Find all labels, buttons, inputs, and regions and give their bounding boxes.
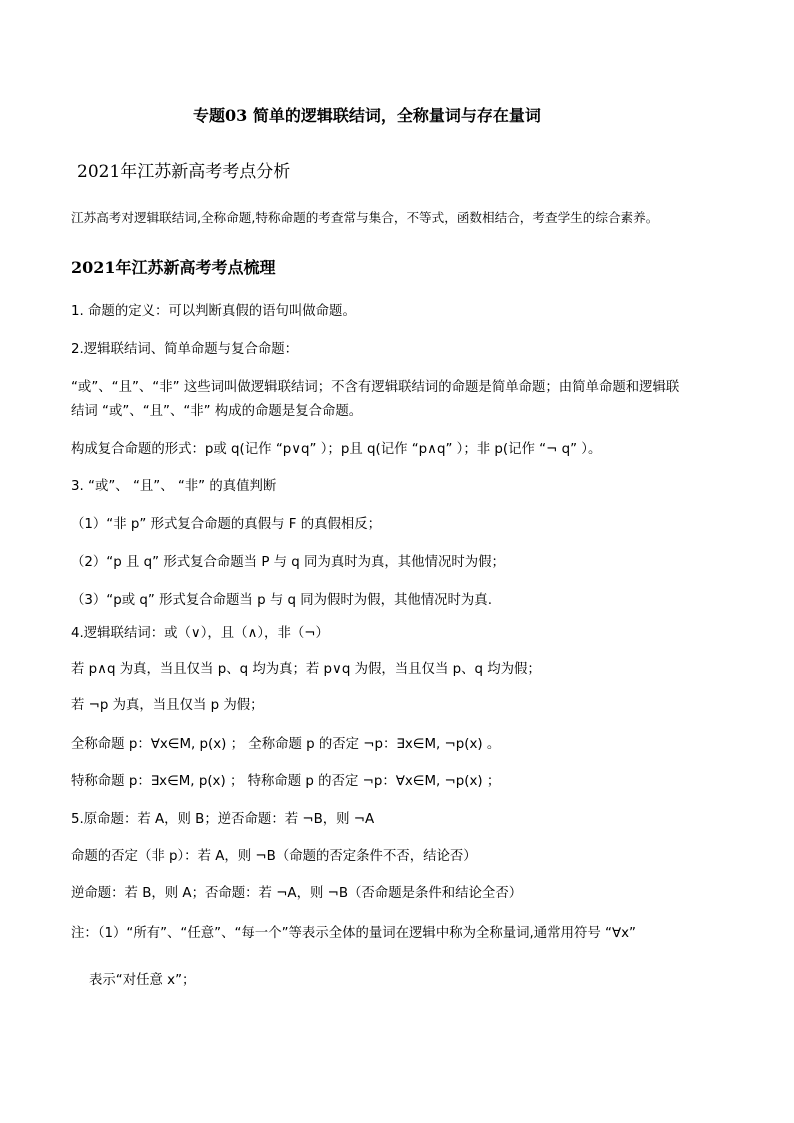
text-line: 全称命题 p：∀x∈M, p(x) ； 全称命题 p 的否定 ¬p：∃x∈M, ¬p(x) 。 (71, 737, 501, 752)
text-line: “或”、“且”、“非” 这些词叫做逻辑联结词；不含有逻辑联结词的命题是简单命题；由简单命题和逻辑联 (71, 380, 680, 395)
text-line: 表示“对任意 x”； (89, 973, 196, 988)
text-line: 构成复合命题的形式：p或 q(记作 “p∨q” ）；p且 q(记作 “p∧q” ）；非 p(记作 “¬ q” ）。 (71, 442, 602, 457)
text-line: 逆命题：若 B，则 A；否命题：若 ¬A，则 ¬B（否命题是条件和结论全否） (71, 886, 523, 901)
text-line: 3. “或”、 “且”、 “非” 的真值判断 (71, 479, 277, 494)
text-line: 若 p∧q 为真，当且仅当 p、q 均为真；若 p∨q 为假，当且仅当 p、q 均为假； (71, 662, 541, 677)
text-line: 结词 “或”、“且”、“非” 构成的命题是复合命题。 (71, 404, 363, 419)
text-line: 注：（1）“所有”、“任意”、“每一个”等表示全体的量词在逻辑中称为全称量词,通常用符号 “∀x” (71, 926, 636, 941)
text-line: 命题的否定（非 p）：若 A，则 ¬B（命题的否定条件不否，结论否） (71, 849, 477, 864)
text-line: 1. 命题的定义：可以判断真假的语句叫做命题。 (71, 304, 356, 319)
text-line: （2）“p 且 q” 形式复合命题当 P 与 q 同为真时为真，其他情况时为假； (71, 555, 505, 570)
text-line: 特称命题 p：∃x∈M, p(x) ； 特称命题 p 的否定 ¬p：∀x∈M, ¬p(x) ； (71, 774, 501, 789)
text-line: （3）“p或 q” 形式复合命题当 p 与 q 同为假时为假，其他情况时为真. (71, 593, 492, 608)
section-heading-review: 2021年江苏新高考考点梳理 (71, 258, 276, 277)
section-heading-analysis: 2021年江苏新高考考点分析 (77, 162, 291, 182)
text-line: 5.原命题：若 A，则 B；逆否命题：若 ¬B，则 ¬A (71, 812, 375, 827)
text-line: （1）“非 p” 形式复合命题的真假与 F 的真假相反； (71, 517, 382, 532)
text-line: 4.逻辑联结词：或（∨），且（∧），非（¬） (71, 626, 329, 641)
document-title: 专题03 简单的逻辑联结词，全称量词与存在量词 (193, 106, 541, 125)
analysis-paragraph: 江苏高考对逻辑联结词,全称命题,特称命题的考查常与集合，不等式，函数相结合，考查学生的综合素养。 (71, 210, 659, 225)
text-line: 若 ¬p 为真，当且仅当 p 为假； (71, 698, 264, 713)
text-line: 2.逻辑联结词、简单命题与复合命题： (71, 342, 299, 357)
